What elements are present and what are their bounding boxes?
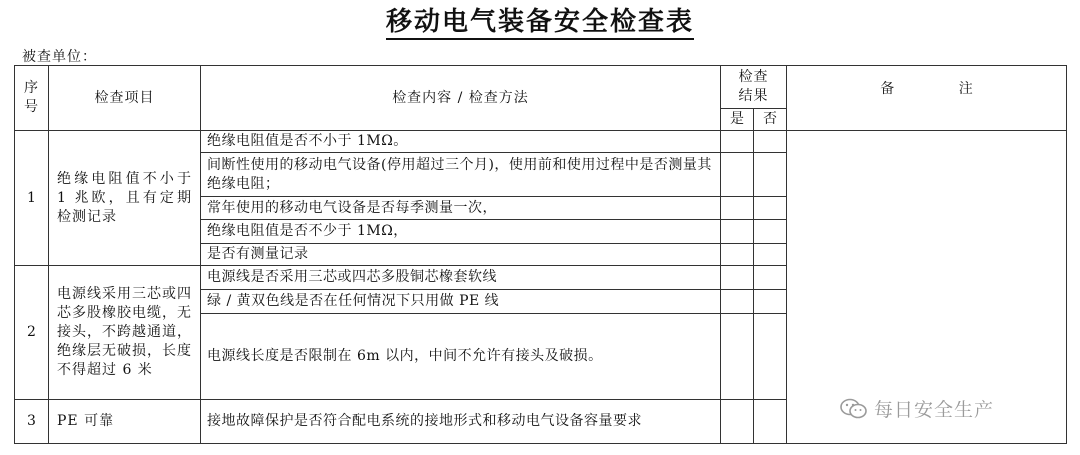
row-content: 电源线长度是否限制在 6m 以内，中间不允许有接头及破损。	[201, 314, 721, 400]
row-item: 绝缘电阻值不小于 1 兆欧，且有定期检测记录	[49, 131, 201, 266]
wechat-icon	[840, 398, 868, 420]
row-content: 间断性使用的移动电气设备(停用超过三个月)，使用前和使用过程中是否测量其绝缘电阻；	[201, 153, 721, 197]
yes-cell[interactable]	[721, 244, 754, 266]
no-cell[interactable]	[754, 244, 787, 266]
no-cell[interactable]	[754, 266, 787, 290]
yes-cell[interactable]	[721, 400, 754, 444]
header-result: 检查结果	[721, 66, 787, 109]
header-yes: 是	[721, 109, 754, 131]
watermark	[840, 395, 994, 422]
yes-cell[interactable]	[721, 266, 754, 290]
row-content: 绝缘电阻值是否不小于 1MΩ。	[201, 131, 721, 153]
row-content: 绿 / 黄双色线是否在任何情况下只用做 PE 线	[201, 290, 721, 314]
row-seq: 2	[15, 266, 49, 400]
header-row	[15, 66, 1067, 109]
header-seq: 序号	[15, 66, 49, 131]
row-content: 绝缘电阻值是否不少于 1MΩ，	[201, 220, 721, 244]
yes-cell[interactable]	[721, 197, 754, 220]
yes-cell[interactable]	[721, 290, 754, 314]
row-seq: 1	[15, 131, 49, 266]
page-title: 移动电气装备安全检查表	[0, 4, 1080, 40]
watermark-text: 每日安全生产	[874, 399, 995, 421]
header-item: 检查项目	[49, 66, 201, 131]
row-content: 接地故障保护是否符合配电系统的接地形式和移动电气设备容量要求	[201, 400, 721, 444]
yes-cell[interactable]	[721, 153, 754, 197]
row-content: 常年使用的移动电气设备是否每季测量一次，	[201, 197, 721, 220]
yes-cell[interactable]	[721, 220, 754, 244]
row-item: 电源线采用三芯或四芯多股橡胶电缆，无接头，不跨越通道，绝缘层无破损，长度不得超过 6 米	[49, 266, 201, 400]
no-cell[interactable]	[754, 197, 787, 220]
row-content: 电源线是否采用三芯或四芯多股铜芯橡套软线	[201, 266, 721, 290]
row-item: PE 可靠	[49, 400, 201, 444]
yes-cell[interactable]	[721, 131, 754, 153]
no-cell[interactable]	[754, 290, 787, 314]
no-cell[interactable]	[754, 131, 787, 153]
table-row	[15, 131, 1067, 153]
header-no: 否	[754, 109, 787, 131]
header-content: 检查内容 / 检查方法	[201, 66, 721, 131]
checklist-table	[14, 65, 1067, 444]
no-cell[interactable]	[754, 314, 787, 400]
yes-cell[interactable]	[721, 314, 754, 400]
row-seq: 3	[15, 400, 49, 444]
row-content: 是否有测量记录	[201, 244, 721, 266]
no-cell[interactable]	[754, 400, 787, 444]
header-note: 备 注	[787, 66, 1067, 131]
no-cell[interactable]	[754, 220, 787, 244]
no-cell[interactable]	[754, 153, 787, 197]
inspected-unit-label: 被查单位：	[22, 49, 97, 65]
